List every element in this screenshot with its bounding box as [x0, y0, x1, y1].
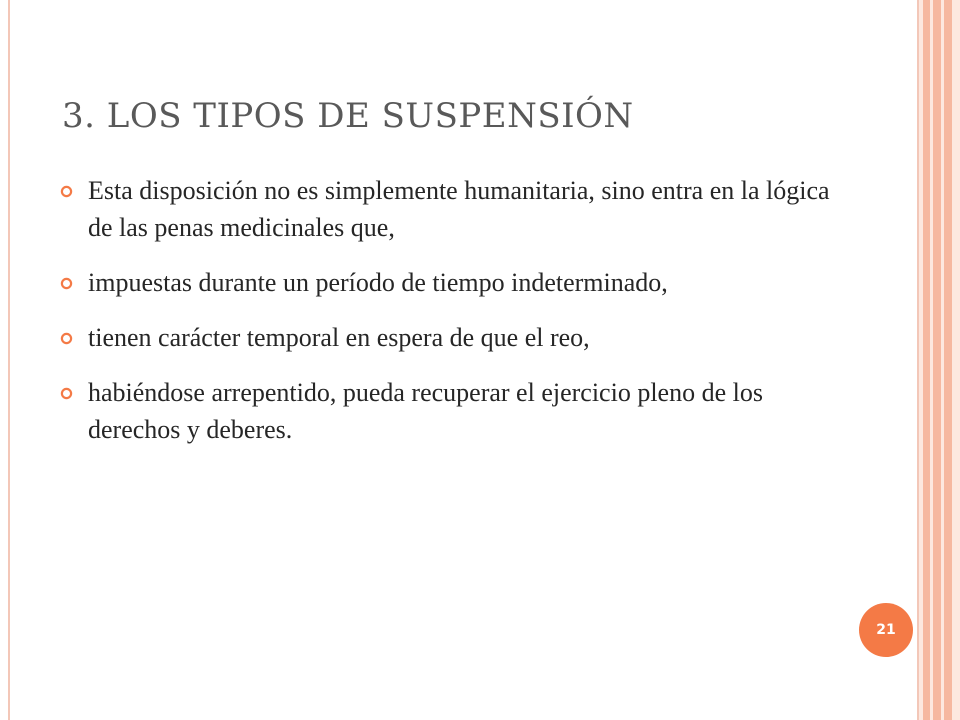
decorative-stripe: [944, 0, 952, 720]
bullet-item: [60, 172, 840, 246]
ring-bullet-icon: [60, 277, 73, 290]
bullet-text: impuestas durante un período de tiempo indeterminado,: [88, 268, 668, 297]
decorative-stripe: [923, 0, 930, 720]
bullet-item: [60, 374, 840, 448]
page-number-badge: [859, 603, 913, 657]
bullet-text: habiéndose arrepentido, pueda recuperar el ejercicio pleno de los derechos y deberes.: [88, 378, 763, 444]
decorative-stripe: [952, 0, 960, 720]
ring-bullet-icon: [60, 185, 73, 198]
bullet-list: [60, 172, 840, 466]
bullet-text: tienen carácter temporal en espera de que el reo,: [88, 323, 590, 352]
bullet-item: [60, 264, 840, 301]
slide-title: 3. LOS TIPOS DE SUSPENSIÓN: [62, 96, 634, 136]
bullet-item: [60, 319, 840, 356]
page-number: 21: [876, 622, 896, 638]
bullet-text: Esta disposición no es simplemente humanitaria, sino entra en la lógica de las penas medicinales que,: [88, 176, 830, 242]
decorative-stripe: [933, 0, 941, 720]
ring-bullet-icon: [60, 332, 73, 345]
ring-bullet-icon: [60, 387, 73, 400]
